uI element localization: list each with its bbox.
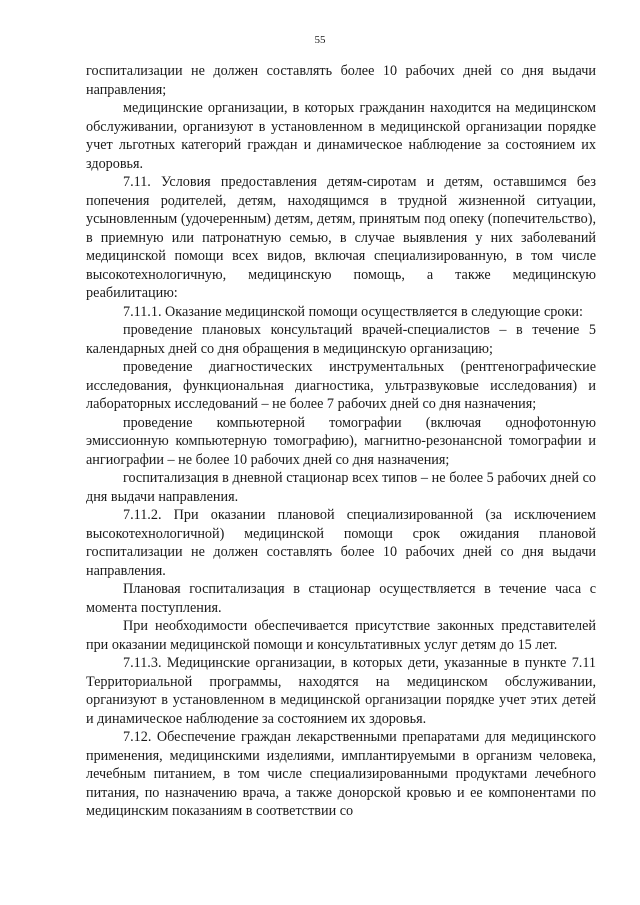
paragraph-13: 7.12. Обеспечение граждан лекарственными препаратами для медицинского применения, медицинскими изделиями, имплантируемыми в организм человека, лечебным питанием, в том числе специализированными продуктами лечебного питания, по назначению врача, а также донорской кровью и ее компонентами по медицинским показаниям в соответствии со [86, 729, 596, 819]
page-number: 55 [314, 34, 326, 46]
paragraph-5: проведение плановых консультаций врачей-специалистов – в течение 5 календарных дней со дня обращения в медицинскую организацию; [86, 322, 596, 357]
paragraph-7: проведение компьютерной томографии (включая однофотонную эмиссионную компьютерную томографию), магнитно-резонансной томографии и ангиографии – не более 10 рабочих дней со дня назначения; [86, 414, 596, 468]
paragraph-12: 7.11.3. Медицинские организации, в которых дети, указанные в пункте 7.11 Территориальной программы, находятся на медицинском обслуживании, организуют в установленном в медицинской организации порядке учет этих детей и динамическое наблюдение за состоянием их здоровья. [86, 655, 596, 727]
paragraph-2: медицинские организации, в которых гражданин находится на медицинском обслуживании, организуют в установленном в медицинской организации порядке учет льготных категорий граждан и динамическое наблюдение за состоянием их здоровья. [86, 100, 596, 172]
paragraph-11: При необходимости обеспечивается присутствие законных представителей при оказании медицинской помощи и консультативных услуг детям до 15 лет. [86, 618, 596, 653]
paragraph-8: госпитализация в дневной стационар всех типов – не более 5 рабочих дней со дня выдачи направления. [86, 470, 596, 505]
paragraph-4: 7.11.1. Оказание медицинской помощи осуществляется в следующие сроки: [123, 303, 583, 320]
paragraph-3: 7.11. Условия предоставления детям-сиротам и детям, оставшимся без попечения родителей, детям, находящимся в трудной жизненной ситуации, усыновленным (удочеренным) детям, детям, принятым под опеку (попечительство), в приемную или патронатную семью, в случае выявления у них заболеваний медицинской помощи всех видов, включая специализированную, в том числе высокотехнологичную, медицинскую помощь, а также медицинскую реабилитацию: [86, 174, 596, 301]
paragraph-1: госпитализации не должен составлять более 10 рабочих дней со дня выдачи направления; [86, 63, 596, 98]
paragraph-9: 7.11.2. При оказании плановой специализированной (за исключением высокотехнологичной) медицинской помощи срок ожидания плановой госпитализации не должен составлять более 10 рабочих дней со дня выдачи направления. [86, 507, 596, 579]
document-body [86, 62, 596, 821]
paragraph-10: Плановая госпитализация в стационар осуществляется в течение часа с момента поступления. [86, 581, 596, 616]
paragraph-6: проведение диагностических инструментальных (рентгенографические исследования, функциональная диагностика, ультразвуковые исследования) и лабораторных исследований – не более 7 рабочих дней со дня назначения; [86, 359, 596, 412]
